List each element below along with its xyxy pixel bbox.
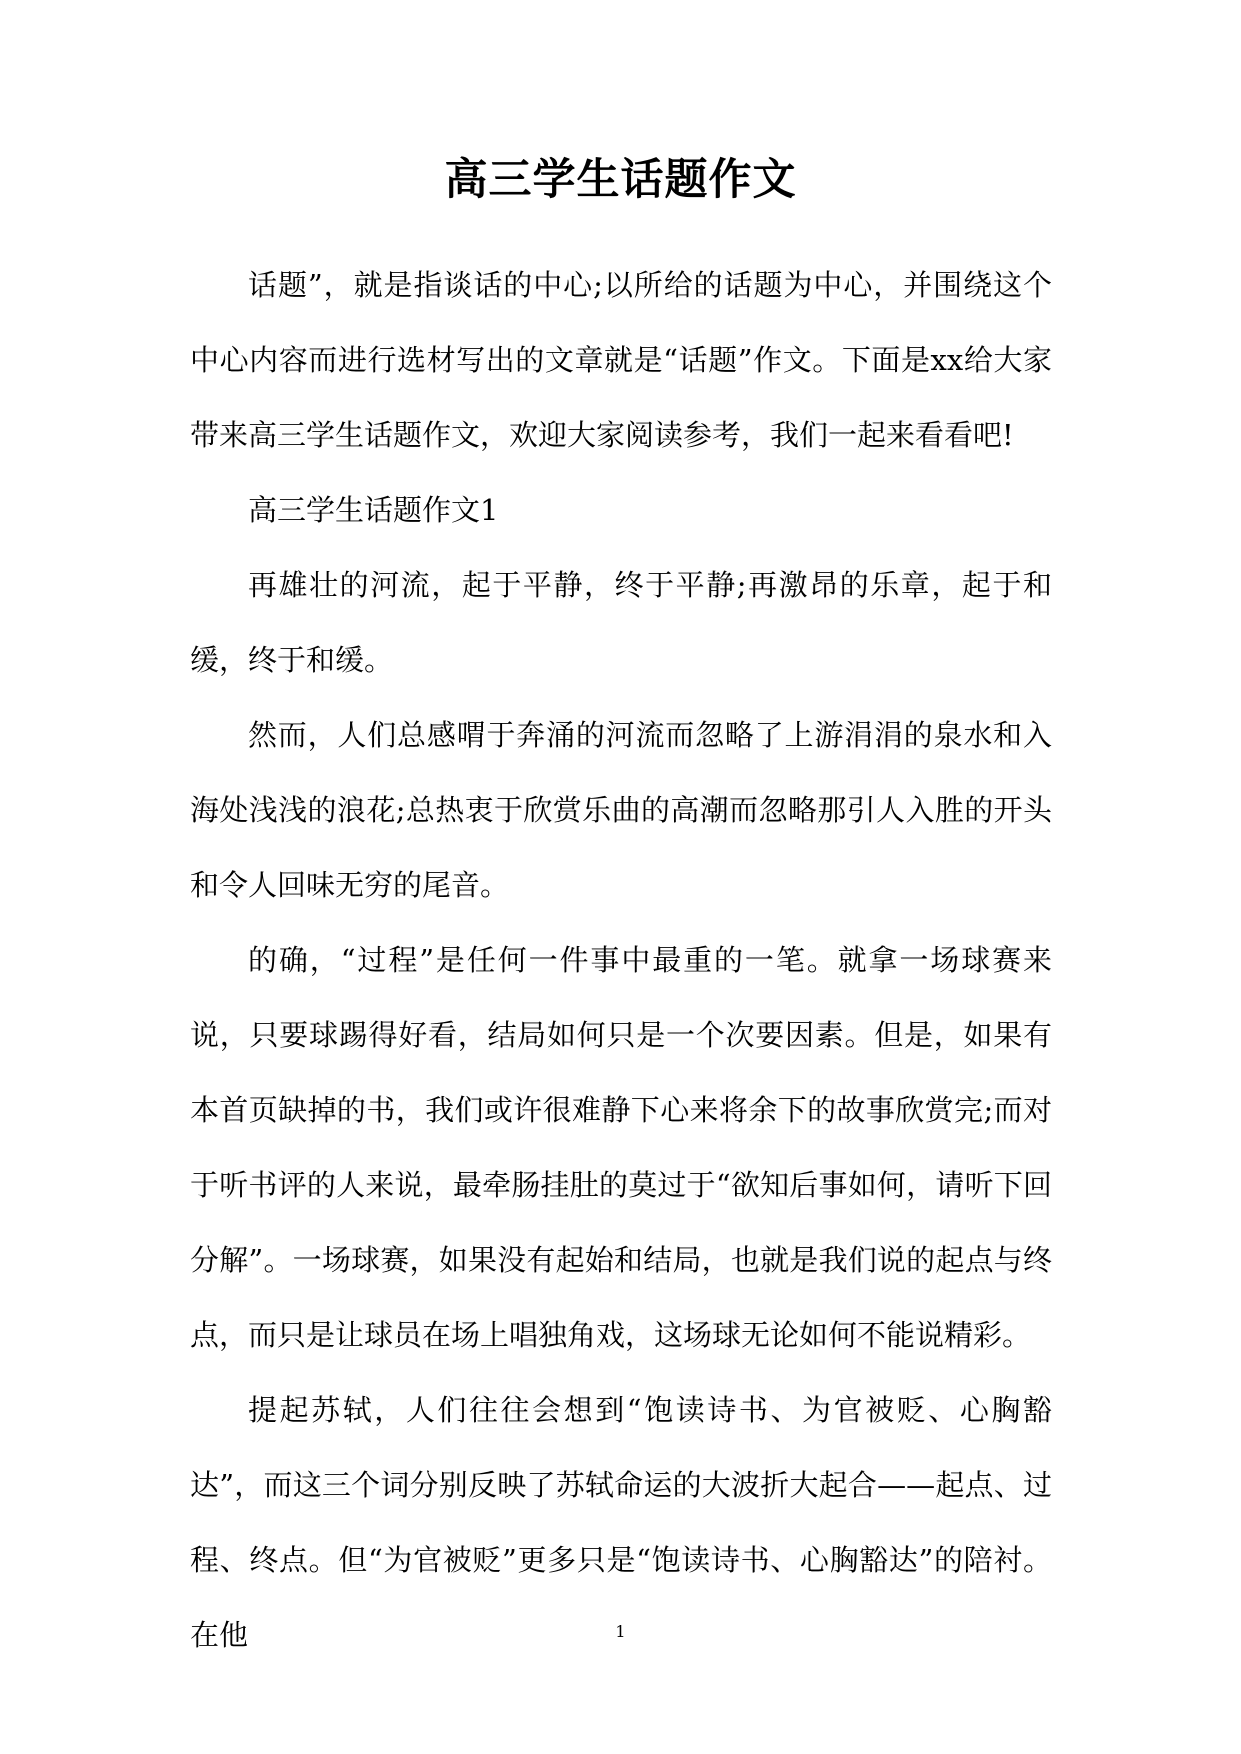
document-title: 高三学生话题作文 [444, 155, 797, 205]
paragraph: 再雄壮的河流，起于平静，终于平静;再激昂的乐章，起于和缓，终于和缓。 [190, 568, 1052, 677]
paragraph: 然而，人们总感喟于奔涌的河流而忽略了上游涓涓的泉水和入海处浅浅的浪花;总热衷于欣赏乐曲的高潮而忽略那引人入胜的开头和令人回味无穷的尾音。 [190, 718, 1052, 902]
section-heading: 高三学生话题作文1 [248, 493, 499, 527]
document-body [190, 248, 1052, 1673]
paragraph: 提起苏轼，人们往往会想到“饱读诗书、为官被贬、心胸豁达”，而这三个词分别反映了苏轼命运的大波折大起合——起点、过程、终点。但“为官被贬”更多只是“饱读诗书、心胸豁达”的陪衬。在他 [190, 1393, 1052, 1652]
paragraph-intro: 话题”，就是指谈话的中心;以所给的话题为中心，并围绕这个中心内容而进行选材写出的文章就是“话题”作文。下面是xx给大家带来高三学生话题作文，欢迎大家阅读参考，我们一起来看看吧! [190, 268, 1052, 452]
paragraph: 的确，“过程”是任何一件事中最重的一笔。就拿一场球赛来说，只要球踢得好看，结局如何只是一个次要因素。但是，如果有本首页缺掉的书，我们或许很难静下心来将余下的故事欣赏完;而对于听书评的人来说，最牵肠挂肚的莫过于“欲知后事如何，请听下回分解”。一场球赛，如果没有起始和结局，也就是我们说的起点与终点，而只是让球员在场上唱独角戏，这场球无论如何不能说精彩。 [190, 943, 1052, 1352]
page-number: 1 [615, 1622, 626, 1641]
